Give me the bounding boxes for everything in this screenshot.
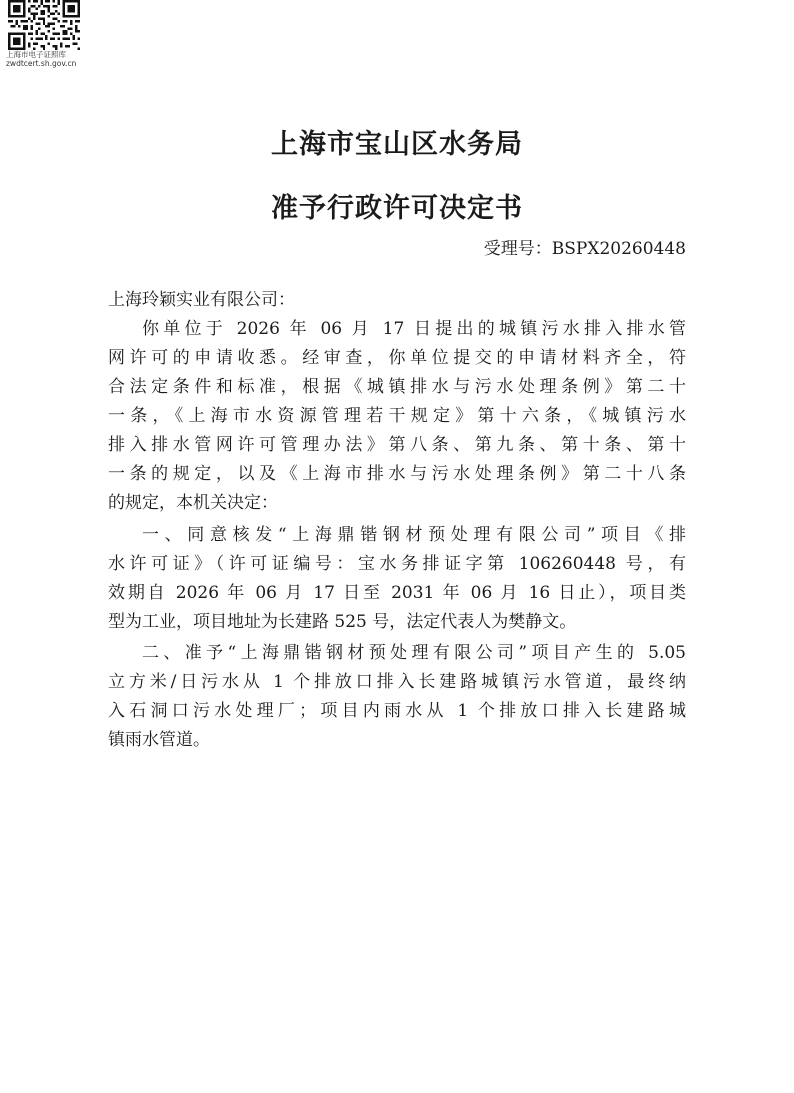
paragraph-3 — [108, 639, 686, 755]
paragraph-line: 效期自 2026 年 06 月 17 日至 2031 年 06 月 16 日止），项目类 — [108, 582, 686, 603]
issuer-title: 上海市宝山区水务局 — [271, 129, 523, 160]
paragraph-line: 一条的规定，以及《上海市排水与污水处理条例》第二十八条 — [108, 464, 686, 484]
qr-code-icon — [8, 0, 80, 50]
paragraph-line: 二、准予“上海鼎锴钢材预处理有限公司”项目产生的 5.05 — [142, 643, 686, 663]
paragraph-2 — [108, 521, 686, 637]
paragraph-1 — [108, 315, 686, 518]
paragraph-line: 你单位于 2026 年 06 月 17 日提出的城镇污水排入排水管 — [142, 319, 686, 339]
paragraph-line: 网许可的申请收悉。经审查，你单位提交的申请材料齐全，符 — [108, 348, 686, 368]
document-title: 准予行政许可决定书 — [271, 193, 523, 224]
paragraph-line: 镇雨水管道。 — [108, 730, 210, 750]
qr-caption-source: 上海市电子证照库 — [6, 50, 66, 59]
paragraph-line: 的规定，本机关决定： — [108, 493, 278, 513]
addressee: 上海玲颖实业有限公司： — [108, 290, 295, 310]
qr-caption-url: zwdtcert.sh.gov.cn — [6, 59, 77, 68]
paragraph-line: 立方米/日污水从 1 个排放口排入长建路城镇污水管道，最终纳 — [108, 672, 686, 692]
paragraph-line: 一条，《上海市水资源管理若干规定》第十六条，《城镇污水 — [108, 406, 686, 426]
paragraph-line: 水许可证》（许可证编号：宝水务排证字第 106260448 号，有 — [108, 553, 686, 574]
paragraph-line: 合法定条件和标准，根据《城镇排水与污水处理条例》第二十 — [108, 377, 686, 397]
paragraph-line: 入石洞口污水处理厂；项目内雨水从 1 个排放口排入长建路城 — [108, 701, 686, 721]
receipt-number: 受理号：BSPX20260448 — [483, 239, 686, 259]
paragraph-line: 一、同意核发“上海鼎锴钢材预处理有限公司”项目《排 — [142, 524, 686, 545]
paragraph-line: 排入排水管网许可管理办法》第八条、第九条、第十条、第十 — [108, 435, 686, 455]
document-body — [108, 286, 686, 755]
paragraph-line: 型为工业，项目地址为长建路 525 号，法定代表人为樊静文。 — [108, 611, 577, 632]
